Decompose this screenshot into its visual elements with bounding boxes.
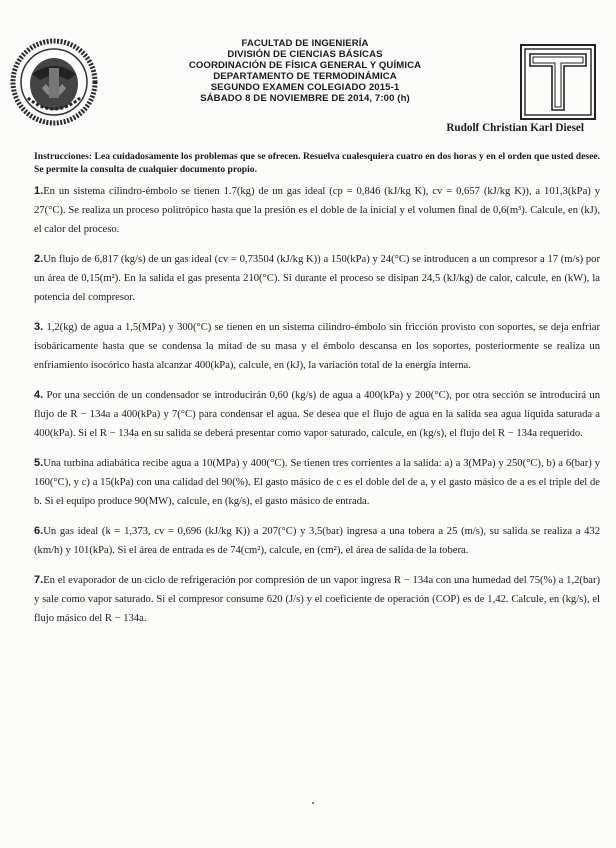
problem-5 — [34, 454, 600, 511]
problem-number: 6. — [34, 525, 44, 537]
header-line: FACULTAD DE INGENIERÍA — [241, 38, 369, 49]
header-line: DIVISIÓN DE CIENCIAS BÁSICAS — [227, 49, 383, 60]
exam-name: Rudolf Christian Karl Diesel — [446, 122, 584, 134]
problem-number: 3. — [34, 321, 44, 333]
problem-number: 2. — [34, 253, 44, 265]
header-line: SÁBADO 8 DE NOVIEMBRE DE 2014, 7:00 (h) — [200, 93, 410, 104]
problem-text: En el evaporador de un ciclo de refrigeración por compresión de un vapor ingresa R − 134a con una humedad del 75(%) a 1,2(bar) y sale como vapor saturado. Si el compresor consume 620 (J/s) y el coeficiente de operación (COP) es de 1,42. Calcule, en (kg/s), el flujo másico del R − 134a. — [34, 575, 600, 624]
header-line: DEPARTAMENTO DE TERMODINÁMICA — [213, 71, 397, 82]
problem-3 — [34, 318, 600, 375]
problem-text: Una turbina adiabática recibe agua a 10(MPa) y 400(°C). Se tienen tres corrientes a la salida: a) a 3(MPa) y 250(°C), b) a 6(bar) y 160(°C), y c) a 15(kPa) con una calidad del 90(%). El gasto másico de c es el doble del de a, y el gasto másico de a es el triple del de b. Si el equipo produce 90(MW), calcule, en (kg/s), el gasto másico de entrada. — [34, 458, 600, 507]
department-t-logo — [520, 44, 596, 120]
problem-text: Un flujo de 6,817 (kg/s) de un gas ideal (cv = 0,73504 (kJ/kg K)) a 150(kPa) y 24(°C) se introducen a un compresor a 17 (m/s) por un área de 0,15(m²). En la salida el gas presenta 210(°C). Si durante el proceso se disipan 24,5 (kJ/kg) de calor, calcule, en (kW), la potencia del compresor. — [34, 254, 600, 303]
problem-number: 1. — [34, 185, 44, 197]
problem-text: En un sistema cilindro-émbolo se tienen 1.7(kg) de un gas ideal (cp = 0,846 (kJ/kg K), cv = 0,657 (kJ/kg K)), a 101,3(kPa) y 27(°C). Se realiza un proceso politrópico hasta que la presión es el doble de la inicial y el volumen final de 0,6(m³). Calcule, en (kJ), el calor del proceso. — [34, 186, 600, 235]
scan-dot — [312, 802, 314, 804]
header-line: COORDINACIÓN DE FÍSICA GENERAL Y QUÍMICA — [188, 60, 422, 71]
instructions: Instrucciones: Lea cuidadosamente los problemas que se ofrecen. Resuelva cualesquiera cuatro en dos horas y en el orden que usted desee. Se permite la consulta de cualquier documento propio. — [34, 151, 600, 175]
problem-number: 7. — [34, 574, 44, 586]
problem-6 — [34, 522, 600, 560]
problem-7 — [34, 571, 600, 628]
problem-2 — [34, 250, 600, 307]
problem-number: 4. — [34, 389, 44, 401]
university-seal-logo — [8, 38, 100, 126]
problem-text: 1,2(kg) de agua a 1,5(MPa) y 300(°C) se tienen en un sistema cilindro-émbolo sin fricción provisto con soportes, se deja enfriar isobáricamente hasta que se condensa la mitad de su masa y el émbolo descansa en los soportes, posteriormente se realiza un enfriamiento isocórico hasta alcanzar 400(kPa), calcule, en (kJ), la variación total de la energía interna. — [34, 322, 600, 371]
problem-1 — [34, 182, 600, 239]
exam-header — [150, 38, 460, 104]
header-line: SEGUNDO EXAMEN COLEGIADO 2015-1 — [210, 82, 400, 93]
problem-text: Un gas ideal (k = 1,373, cv = 0,696 (kJ/kg K)) a 207(°C) y 3,5(bar) ingresa a una tobera a 25 (m/s), su salida se realiza a 432 (km/h) y 101(kPa). Si el área de entrada es de 74(cm²), calcule, en (cm²), el área de salida de la tobera. — [34, 526, 600, 556]
exam-body — [34, 150, 600, 639]
problem-text: Por una sección de un condensador se introducirán 0,60 (kg/s) de agua a 400(kPa) y 200(°C), por otra sección se introducirá un flujo de R − 134a a 400(kPa) y 7(°C) para condensar el agua. Se desea que el flujo de agua en la salida sea agua líquida saturada a 400(kPa). Si el R − 134a en su salida se deberá presentar como vapor saturado, calcule, en (kg/s), el flujo del R − 134a requerido. — [34, 390, 600, 439]
problem-number: 5. — [34, 457, 44, 469]
problem-4 — [34, 386, 600, 443]
